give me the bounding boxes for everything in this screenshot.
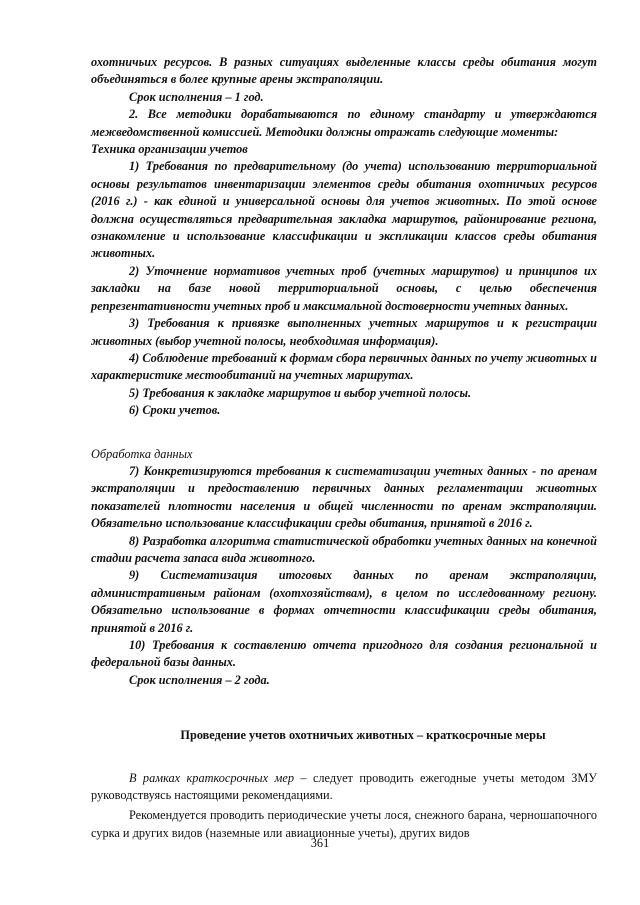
list-item: 6) Сроки учетов. (129, 403, 221, 418)
section-heading: Проведение учетов охотничьих животных – краткосрочные меры (180, 728, 546, 743)
label-data-processing: Обработка данных (91, 446, 193, 461)
paragraph-arenas: охотничьих ресурсов. В разных ситуациях выделенные классы среды обитания могут объединяться в более крупные арены экстраполяции. (91, 55, 597, 87)
paragraph-short-term (91, 770, 597, 805)
list-item: 8) Разработка алгоритма статистической обработки учетных данных на конечной стадии расчета запаса вида животного. (91, 533, 597, 565)
page-number: 361 (310, 836, 330, 850)
list-item: 3) Требования к привязке выполненных учетных маршрутов и к регистрации животных (выбор учетной полосы, необходимая информация). (91, 316, 597, 348)
deadline-2: Срок исполнения – 2 года. (129, 672, 270, 687)
document-page (91, 54, 597, 842)
paragraph-text: следует проводить ежегодные учеты методом ЗМУ руководствуясь настоящими рекомендациями. (91, 770, 597, 803)
paragraph-methods: 2. Все методики дорабатываются по единому стандарту и утверждаются межведомственной комиссией. Методики должны отражать следующие моменты: (91, 107, 597, 139)
italic-phrase: В рамках краткосрочных мер – (129, 770, 307, 785)
label-technique: Техника организации учетов (91, 142, 248, 157)
deadline-1: Срок исполнения – 1 год. (129, 89, 264, 104)
list-item: 10) Требования к составлению отчета пригодного для создания региональной и федеральной базы данных. (91, 638, 597, 670)
list-item: 2) Уточнение нормативов учетных проб (учетных маршрутов) и принципов их закладки на базе новой территориальной основы, с целью обеспечения репрезентативности учетных проб и максимальной достоверности учетных данных. (91, 263, 597, 313)
spacer (91, 420, 597, 446)
list-item: 4) Соблюдение требований к формам сбора первичных данных по учету животных и характеристике местообитаний на учетных маршрутах. (91, 350, 597, 383)
list-item: 9) Систематизация итоговых данных по аренам экстраполяции, административным районам (охотхозяйствам), в целом по исследованному региону. Обязательно использование в формах отчетности классификации среды обитания, принятой в 2016 г. (91, 568, 597, 635)
list-item: 7) Конкретизируются требования к систематизации учетных данных - по аренам экстраполяции и предоставлению первичных данных регламентации животных показателей плотности населения и общей численности по аренам экстраполяции. Обязательно использование классификации среды обитания, принятой в 2016 г. (91, 463, 597, 531)
list-item: 1) Требования по предварительному (до учета) использованию территориальной основы результатов инвентаризации элементов среды обитания охотничьих ресурсов (2016 г.) - как единой и универсальной основы для учетов животных. По этой основе должна осуществляться предварительная закладка маршрутов, районирование региона, ознакомление и использование классификации и экспликации классов среды обитания животных. (91, 159, 597, 261)
list-item: 5) Требования к закладке маршрутов и выбор учетной полосы. (129, 385, 472, 400)
spacer (91, 745, 597, 770)
paragraph-recommendation: Рекомендуется проводить периодические учеты лося, снежного барана, черношапочного сурка и других видов (наземные или авиационные учеты), других видов (91, 808, 597, 840)
spacer (91, 689, 597, 727)
